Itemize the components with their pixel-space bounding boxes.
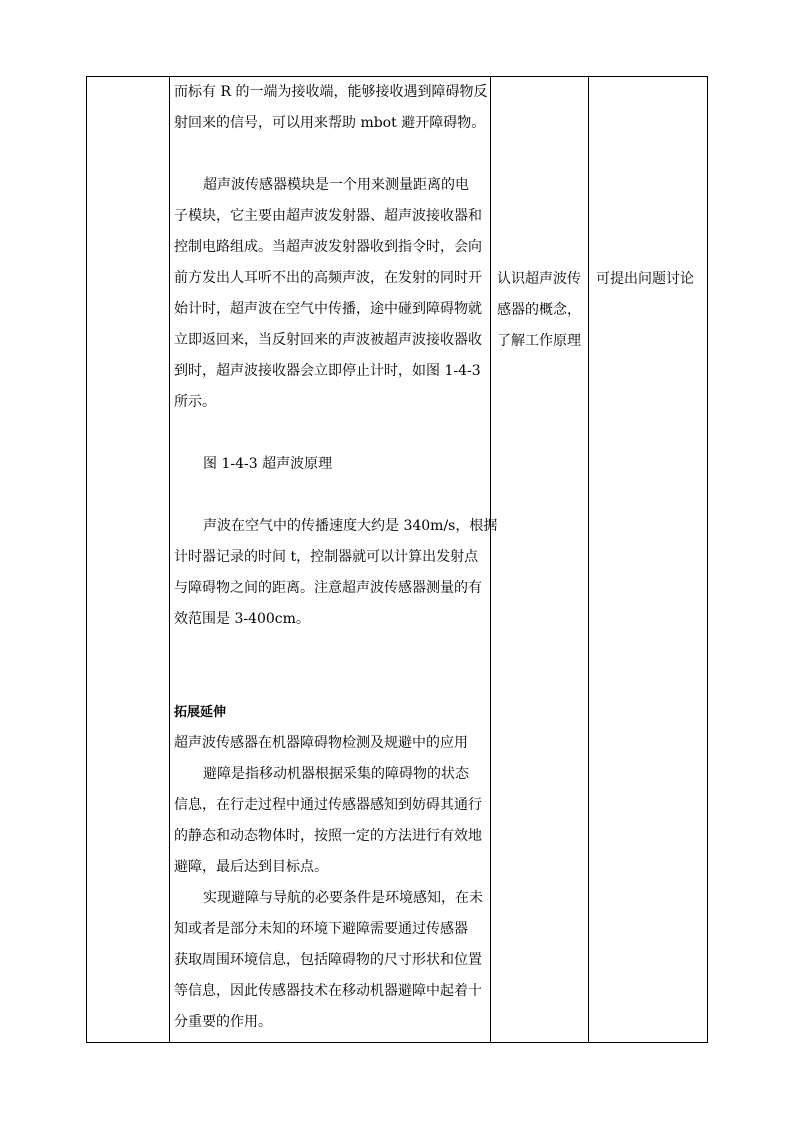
text-line: 信息，在行走过程中通过传感器感知到妨碍其通行	[174, 797, 482, 813]
text-line: 始计时，超声波在空气中传播，途中碰到障碍物就	[174, 301, 482, 317]
activity-column	[589, 77, 707, 1042]
text-line: 控制电路组成。当超声波发射器收到指令时，会向	[174, 239, 482, 255]
text-line: 等信息，因此传感器技术在移动机器避障中起着十	[174, 983, 482, 999]
text-line: 子模块，它主要由超声波发射器、超声波接收器和	[174, 208, 482, 224]
text-line: 获取周围环境信息，包括障碍物的尺寸形状和位置	[174, 952, 482, 968]
text-line: 超声波传感器模块是一个用来测量距离的电	[203, 177, 469, 193]
text-line: 到时，超声波接收器会立即停止计时，如图 1-4-3	[174, 363, 481, 379]
text-line: 立即返回来，当反射回来的声波被超声波接收器收	[174, 332, 482, 348]
text-line: 声波在空气中的传播速度大约是 340m/s，根据	[203, 518, 498, 534]
text-line: 计时器记录的时间 t，控制器就可以计算出发射点	[174, 549, 479, 565]
extension-subtitle: 超声波传感器在机器障碍物检测及规避中的应用	[174, 735, 468, 751]
figure-caption: 图 1-4-3 超声波原理	[203, 456, 333, 472]
text-line: 与障碍物之间的距离。注意超声波传感器测量的有	[174, 580, 482, 596]
text-line: 的静态和动态物体时，按照一定的方法进行有效地	[174, 828, 482, 844]
text-line: 而标有 R 的一端为接收端，能够接收遇到障碍物反	[174, 84, 488, 100]
text-line: 避障，最后达到目标点。	[174, 859, 328, 875]
text-line: 分重要的作用。	[174, 1014, 272, 1030]
objective-line: 了解工作原理	[497, 333, 581, 349]
objective-line: 感器的概念，	[497, 302, 581, 318]
empty-first-column	[87, 77, 169, 1042]
text-line: 知或者是部分未知的环境下避障需要通过传感器	[174, 921, 468, 937]
objective-column	[491, 77, 589, 1042]
lesson-table	[86, 76, 708, 1043]
activity-text: 可提出问题讨论	[596, 271, 694, 287]
text-line: 射回来的信号，可以用来帮助 mbot 避开障碍物。	[174, 115, 486, 131]
content-column	[170, 77, 498, 1042]
extension-heading: 拓展延伸	[174, 705, 227, 720]
text-line: 所示。	[174, 394, 216, 410]
text-line: 实现避障与导航的必要条件是环境感知，在未	[203, 890, 483, 906]
objective-line: 认识超声波传	[497, 271, 581, 287]
text-line: 避障是指移动机器根据采集的障碍物的状态	[203, 766, 469, 782]
text-line: 效范围是 3-400cm。	[174, 611, 310, 627]
text-line: 前方发出人耳听不出的高频声波，在发射的同时开	[174, 270, 482, 286]
